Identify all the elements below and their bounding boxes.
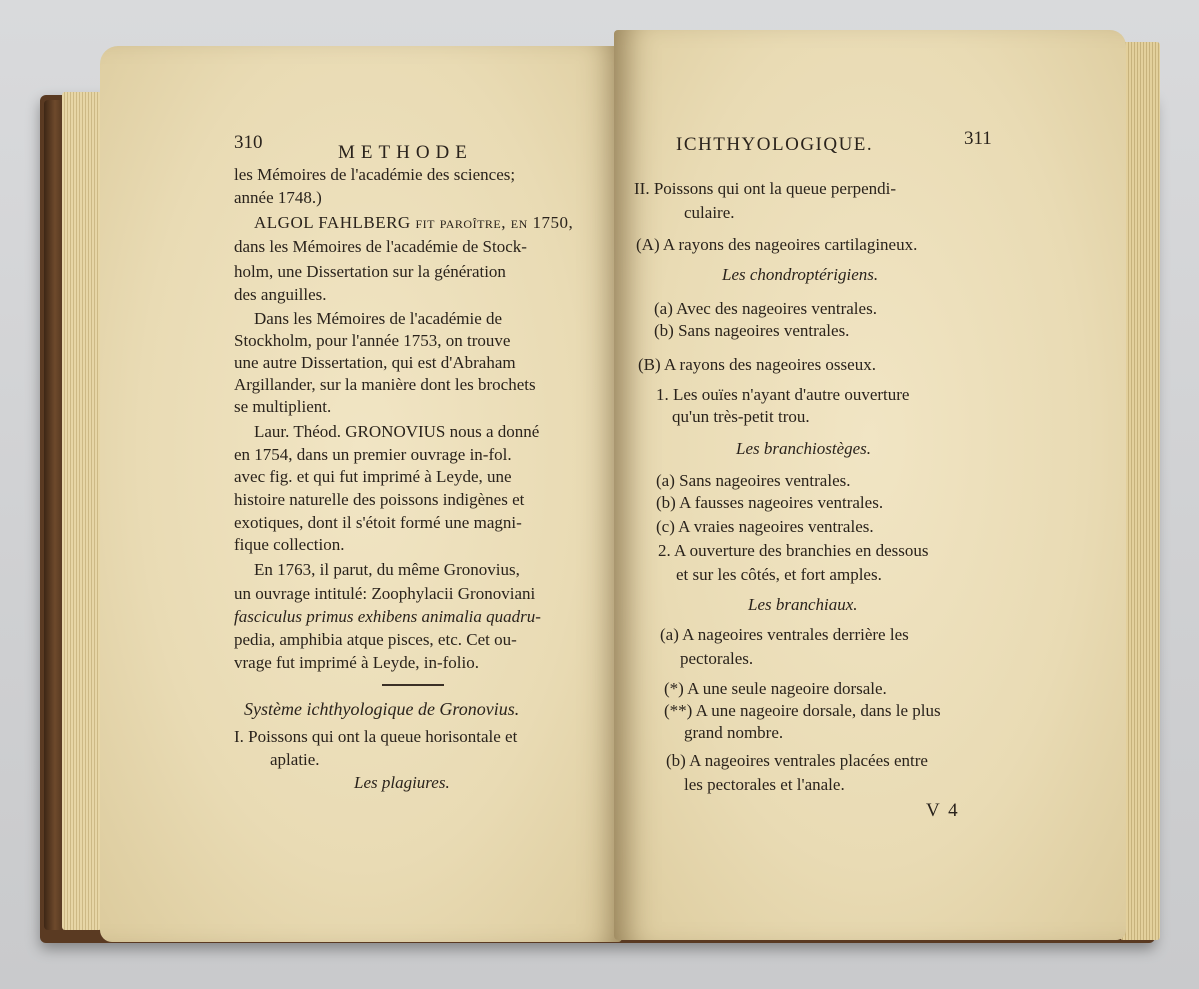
right-page	[614, 30, 1126, 940]
left-line: fasciculus primus exhibens animalia quadru-	[234, 607, 541, 626]
left-item-line: I. Poissons qui ont la queue horisontale et	[234, 727, 518, 746]
left-line: Dans les Mémoires de l'académie de	[254, 309, 503, 328]
right-line: (a) Sans nageoires ventrales.	[656, 471, 851, 490]
right-line: grand nombre.	[684, 723, 784, 742]
left-line: Laur. Théod. GRONOVIUS nous a donné	[254, 422, 540, 441]
page-edges-right	[1120, 42, 1160, 940]
right-running-head: ICHTHYOLOGIQUE.	[676, 134, 874, 155]
right-heading: Les branchiostèges.	[736, 439, 872, 458]
right-line: (b) Sans nageoires ventrales.	[654, 321, 850, 340]
right-line: (b) A fausses nageoires ventrales.	[656, 493, 884, 512]
left-line: se multiplient.	[234, 397, 332, 416]
left-subheading: Les plagiures.	[354, 773, 450, 792]
right-line: (B) A rayons des nageoires osseux.	[638, 355, 876, 374]
left-line: holm, une Dissertation sur la génération	[234, 262, 506, 281]
left-line: un ouvrage intitulé: Zoophylacii Gronoviani	[234, 584, 536, 603]
left-line: exotiques, dont il s'étoit formé une magni-	[234, 513, 522, 532]
right-line: (a) Avec des nageoires ventrales.	[654, 299, 877, 318]
right-line: (*) A une seule nageoire dorsale.	[664, 679, 887, 698]
section-divider	[382, 684, 444, 686]
left-line: en 1754, dans un premier ouvrage in-fol.	[234, 445, 512, 464]
right-line: 1. Les ouïes n'ayant d'autre ouverture	[656, 385, 910, 404]
right-line: (a) A nageoires ventrales derrière les	[660, 625, 909, 644]
right-line: pectorales.	[680, 649, 754, 668]
left-line: En 1763, il parut, du même Gronovius,	[254, 560, 520, 579]
left-line: dans les Mémoires de l'académie de Stock-	[234, 237, 527, 256]
right-line: II. Poissons qui ont la queue perpendi-	[634, 179, 897, 198]
left-line: pedia, amphibia atque pisces, etc. Cet ou-	[234, 630, 517, 649]
left-line: les Mémoires de l'académie des sciences;	[234, 165, 516, 184]
right-line: qu'un très-petit trou.	[672, 407, 810, 426]
right-heading: Les chondroptérigiens.	[722, 265, 879, 284]
left-line: des anguilles.	[234, 285, 327, 304]
right-page-number: 311	[964, 128, 992, 149]
left-line: année 1748.)	[234, 188, 322, 207]
page-edges-left	[62, 92, 102, 930]
left-line: ALGOL FAHLBERG fit paroître, en 1750,	[254, 213, 574, 232]
right-line: et sur les côtés, et fort amples.	[676, 565, 882, 584]
left-line: Argillander, sur la manière dont les brochets	[234, 375, 536, 394]
left-page	[100, 46, 622, 942]
left-line: histoire naturelle des poissons indigènes et	[234, 490, 525, 509]
right-line: (b) A nageoires ventrales placées entre	[666, 751, 928, 770]
left-line: avec fig. et qui fut imprimé à Leyde, une	[234, 467, 512, 486]
left-page-number: 310	[234, 132, 263, 153]
left-running-head: METHODE	[338, 142, 473, 163]
right-line: (A) A rayons des nageoires cartilagineux.	[636, 235, 918, 254]
left-line: vrage fut imprimé à Leyde, in-folio.	[234, 653, 479, 672]
right-line: (c) A vraies nageoires ventrales.	[656, 517, 874, 536]
right-line: (**) A une nageoire dorsale, dans le plus	[664, 701, 941, 720]
right-heading: Les branchiaux.	[748, 595, 858, 614]
right-line: 2. A ouverture des branchies en dessous	[658, 541, 929, 560]
left-line: fique collection.	[234, 535, 345, 554]
signature-mark: V 4	[926, 800, 960, 821]
right-line: culaire.	[684, 203, 735, 222]
right-line: les pectorales et l'anale.	[684, 775, 845, 794]
left-item-line: aplatie.	[270, 750, 320, 769]
left-line: Stockholm, pour l'année 1753, on trouve	[234, 331, 511, 350]
section-title: Système ichthyologique de Gronovius.	[244, 699, 520, 719]
left-line: une autre Dissertation, qui est d'Abraham	[234, 353, 516, 372]
